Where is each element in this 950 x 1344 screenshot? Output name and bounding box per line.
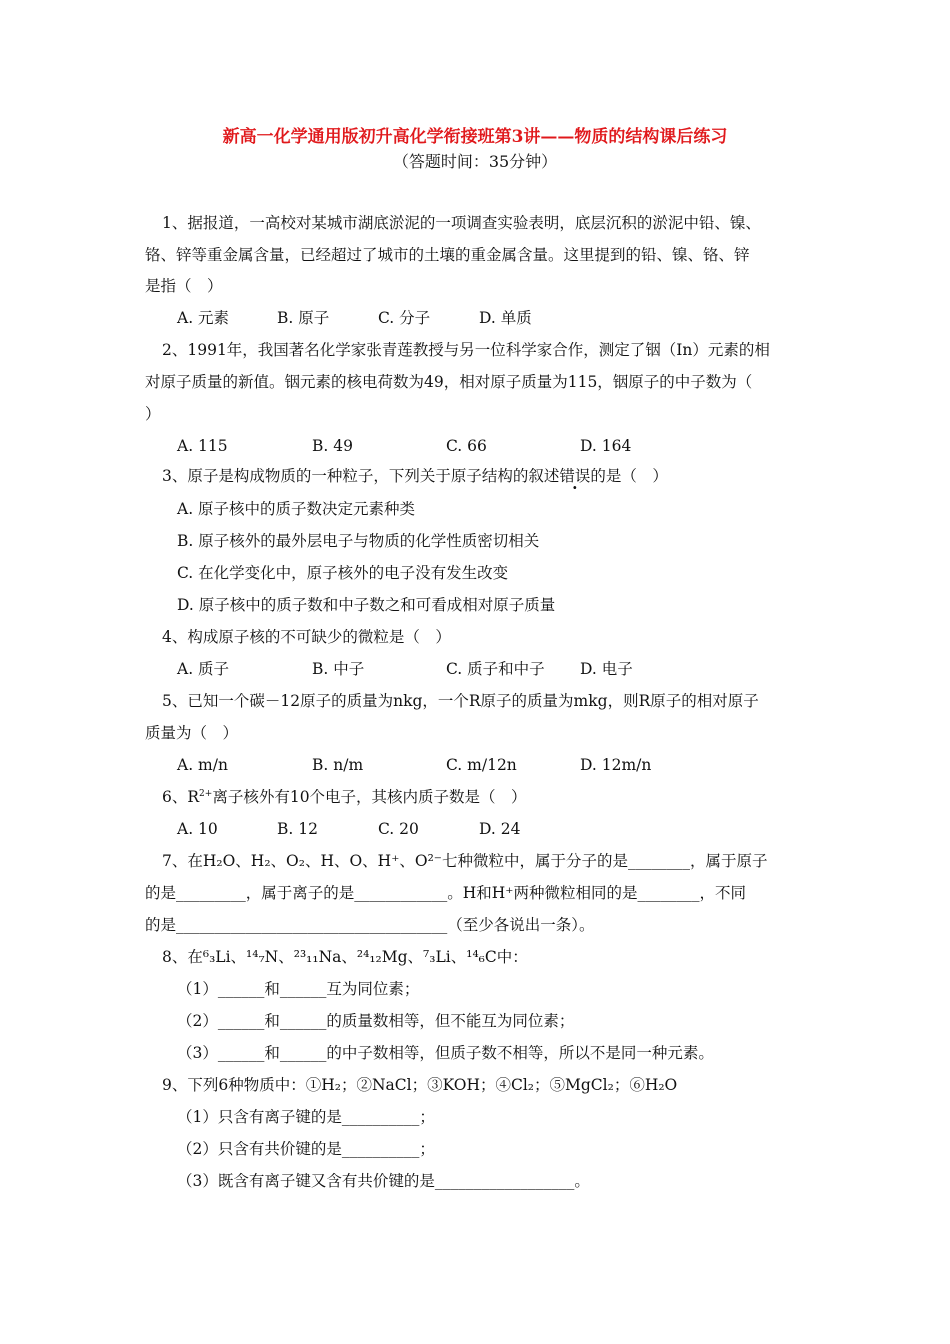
q2-line-2: 对原子质量的新值。铟元素的核电荷数为49，相对原子质量为115，铟原子的中子数为（ (145, 373, 753, 391)
q6-option-c: C. 20 (378, 820, 419, 838)
q7-line-3: 的是___________________________________（至少各说出一条）。 (145, 916, 595, 934)
q5-option-b: B. n/m (312, 756, 364, 774)
q4-option-a: A. 质子 (177, 660, 230, 678)
q6-line-1 (162, 786, 827, 808)
q5-option-a: A. m/n (177, 756, 228, 774)
q6-text-b: 离子核外有10个电子，其核内质子数是（ ） (212, 788, 527, 806)
q4-option-d: D. 电子 (580, 660, 633, 678)
document-title: 新高一化学通用版初升高化学衔接班第3讲——物质的结构课后练习 (222, 127, 728, 147)
answer-time: （答题时间：35分钟） (392, 152, 558, 171)
q7-line-2: 的是_________，属于离子的是____________。H和H⁺两种微粒相同的是________，不同 (145, 884, 746, 902)
q6-option-d: D. 24 (479, 820, 521, 838)
q6-charge: 2+ (199, 788, 213, 799)
q9-sub-2: （2）只含有共价键的是__________； (177, 1140, 435, 1158)
q3-option-d: D. 原子核中的质子数和中子数之和可看成相对原子质量 (177, 596, 556, 614)
q1-option-c: C. 分子 (378, 309, 431, 327)
q3-line-1 (162, 465, 827, 487)
q3-option-c: C. 在化学变化中，原子核外的电子没有发生改变 (177, 564, 509, 582)
q1-option-a: A. 元素 (177, 309, 230, 327)
q8-sub-1: （1）______和______互为同位素； (177, 980, 420, 998)
q4-option-b: B. 中子 (312, 660, 365, 678)
q1-line-1: 1、据报道，一高校对某城市湖底淤泥的一项调查实验表明，底层沉积的淤泥中铅、镍、 (162, 214, 761, 232)
q1-line-2: 铬、锌等重金属含量，已经超过了城市的土壤的重金属含量。这里提到的铅、镍、铬、锌 (145, 246, 750, 264)
q6-option-b: B. 12 (277, 820, 318, 838)
q1-option-d: D. 单质 (479, 309, 532, 327)
q2-option-b: B. 49 (312, 437, 353, 455)
q2-option-d: D. 164 (580, 437, 632, 455)
q3-emphasis: 错误 (559, 467, 591, 485)
q9-sub-1: （1）只含有离子键的是__________； (177, 1108, 435, 1126)
q1-option-b: B. 原子 (277, 309, 330, 327)
q2-line-3: ） (145, 405, 161, 423)
q4-line-1: 4、构成原子核的不可缺少的微粒是（ ） (162, 628, 451, 646)
q8-sub-2: （2）______和______的质量数相等，但不能互为同位素； (177, 1012, 575, 1030)
q6-text-a: 6、R (162, 788, 200, 806)
q9-sub-3: （3）既含有离子键又含有共价键的是__________________。 (177, 1172, 590, 1190)
q5-option-c: C. m/12n (446, 756, 517, 774)
q3-option-a: A. 原子核中的质子数决定元素种类 (177, 500, 416, 518)
q2-option-c: C. 66 (446, 437, 487, 455)
q8-sub-3: （3）______和______的中子数相等，但质子数不相等，所以不是同一种元素。 (177, 1044, 714, 1062)
q2-line-1: 2、1991年，我国著名化学家张青莲教授与另一位科学家合作，测定了铟（In）元素的相 (162, 341, 770, 359)
q5-line-1: 5、已知一个碳－12原子的质量为nkg，一个R原子的质量为mkg，则R原子的相对原子 (162, 692, 759, 710)
q3-text-a: 3、原子是构成物质的一种粒子，下列关于原子结构的叙述 (162, 467, 560, 485)
q3-option-b: B. 原子核外的最外层电子与物质的化学性质密切相关 (177, 532, 540, 550)
q9-line-1: 9、下列6种物质中：①H₂；②NaCl；③KOH；④Cl₂；⑤MgCl₂；⑥H₂O (162, 1076, 678, 1094)
q1-line-3: 是指（ ） (145, 277, 223, 295)
q5-option-d: D. 12m/n (580, 756, 652, 774)
q2-option-a: A. 115 (177, 437, 228, 455)
q5-line-2: 质量为（ ） (145, 724, 239, 742)
q6-option-a: A. 10 (177, 820, 218, 838)
q3-text-c: 的是（ ） (590, 467, 668, 485)
q8-line-1: 8、在⁶₃Li、¹⁴₇N、²³₁₁Na、²⁴₁₂Mg、⁷₃Li、¹⁴₆C中： (162, 948, 528, 966)
q4-option-c: C. 质子和中子 (446, 660, 545, 678)
q7-line-1: 7、在H₂O、H₂、O₂、H、O、H⁺、O²⁻七种微粒中，属于分子的是________，属于原子 (162, 852, 768, 870)
